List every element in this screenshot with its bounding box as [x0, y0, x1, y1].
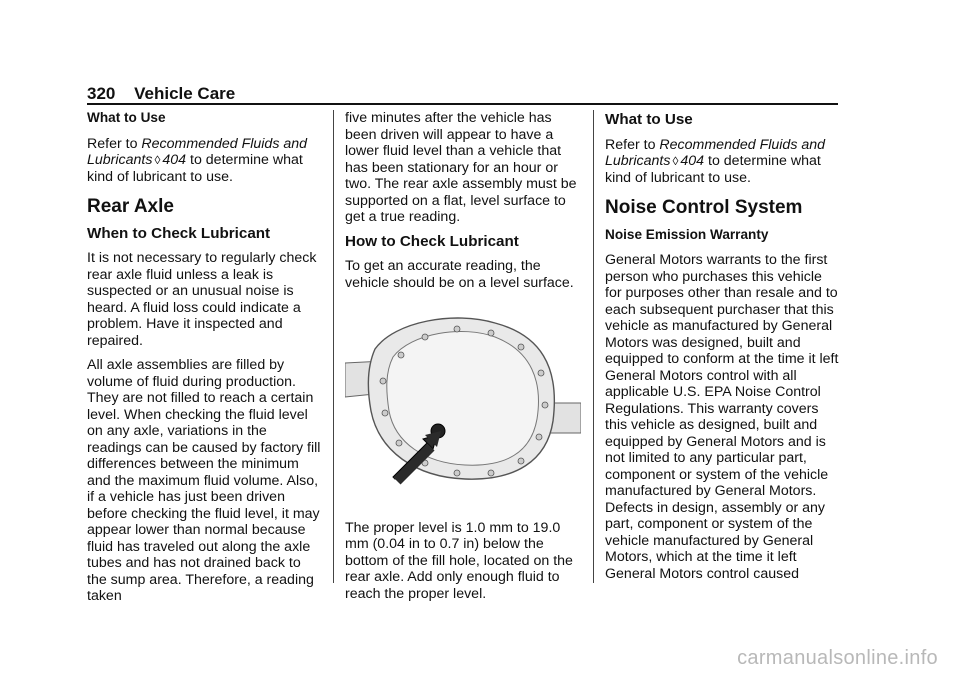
fluids-link[interactable]: Recommended Fluids and Lubricants — [605, 136, 826, 169]
column-3 — [605, 110, 841, 590]
what-to-use-heading: What to Use — [87, 110, 166, 125]
watermark: carmanualsonline.info — [737, 647, 938, 669]
noise-warranty-heading: Noise Emission Warranty — [605, 226, 769, 242]
rear-axle-title: Rear Axle — [87, 196, 174, 217]
paragraph-axle-assemblies: All axle assemblies are filled by volume of fluid during production. They are not filled to reach a certain level. When checking the fluid level on any axle, variations in the readings can be caused by factory fill differences between the minimum and the maximum fluid volume. Also, if a vehicle has just been driven before checking the fluid level, it may appear lower than normal because fluid has traveled out along the axle tubes and has not drained back to the sump area. Therefore, a reading taken — [87, 357, 321, 604]
paragraph-warranty: General Motors warrants to the first person who purchases this vehicle for purposes other than resale and to each subsequent purchaser that this vehicle as manufactured by General Motors was designed, built and equipped to conform at the time it left General Motors control with all applicable U.S. EPA Noise Control Regulations. This warranty covers this vehicle as designed, built and equipped by General Motors and is not limited to any particular part, component or system of the vehicle manufactured by General Motors. Defects in design, assembly or any part, component or system of the vehicle manufactured by General Motors, which at the time it left General Motors control caused — [605, 252, 839, 582]
page-ref-number[interactable]: 404 — [162, 152, 187, 168]
page-header — [87, 84, 235, 104]
column-2 — [345, 110, 581, 610]
page-ref-arrow-icon: ◊ — [672, 154, 679, 168]
when-to-check-heading: When to Check Lubricant — [87, 224, 271, 242]
paragraph-level-surface: To get an accurate reading, the vehicle should be on a level surface. — [345, 258, 574, 291]
refer-paragraph-2 — [605, 137, 841, 187]
page-number: 320 — [87, 84, 116, 103]
rear-axle-illustration — [345, 311, 581, 501]
refer-text-end: to determine what kind of lubricant to use. — [605, 153, 821, 186]
refer-paragraph — [87, 136, 323, 186]
refer-text-end: to determine what kind of lubricant to use. — [87, 152, 303, 185]
column-divider-2 — [593, 110, 594, 583]
page-ref-arrow-icon: ◊ — [154, 153, 161, 167]
fluids-link[interactable]: Recommended Fluids and Lubricants — [87, 135, 308, 168]
refer-text: Refer to — [605, 136, 660, 153]
paragraph-continued: five minutes after the vehicle has been driven will appear to have a lower fluid level than a vehicle that has been stationary for an hour or two. The rear axle assembly must be supported on a flat, level surface to get a true reading. — [345, 110, 577, 225]
refer-text: Refer to — [87, 135, 142, 152]
what-to-use-heading-2: What to Use — [605, 111, 693, 128]
noise-control-title: Noise Control System — [605, 197, 803, 218]
paragraph-not-necessary: It is not necessary to regularly check rear axle fluid unless a leak is suspected or an unusual noise is heard. A fluid loss could indicate a problem. Have it inspected and repaired. — [87, 250, 317, 349]
page-ref-number[interactable]: 404 — [680, 153, 705, 169]
header-rule — [87, 103, 838, 105]
column-1 — [87, 110, 323, 613]
how-to-check-heading: How to Check Lubricant — [345, 232, 519, 250]
paragraph-proper-level: The proper level is 1.0 mm to 19.0 mm (0.04 in to 0.7 in) below the bottom of the fill hole, located on the rear axle. Add only enough fluid to reach the proper level. — [345, 519, 573, 602]
column-divider-1 — [333, 110, 334, 583]
section-title: Vehicle Care — [134, 84, 236, 103]
